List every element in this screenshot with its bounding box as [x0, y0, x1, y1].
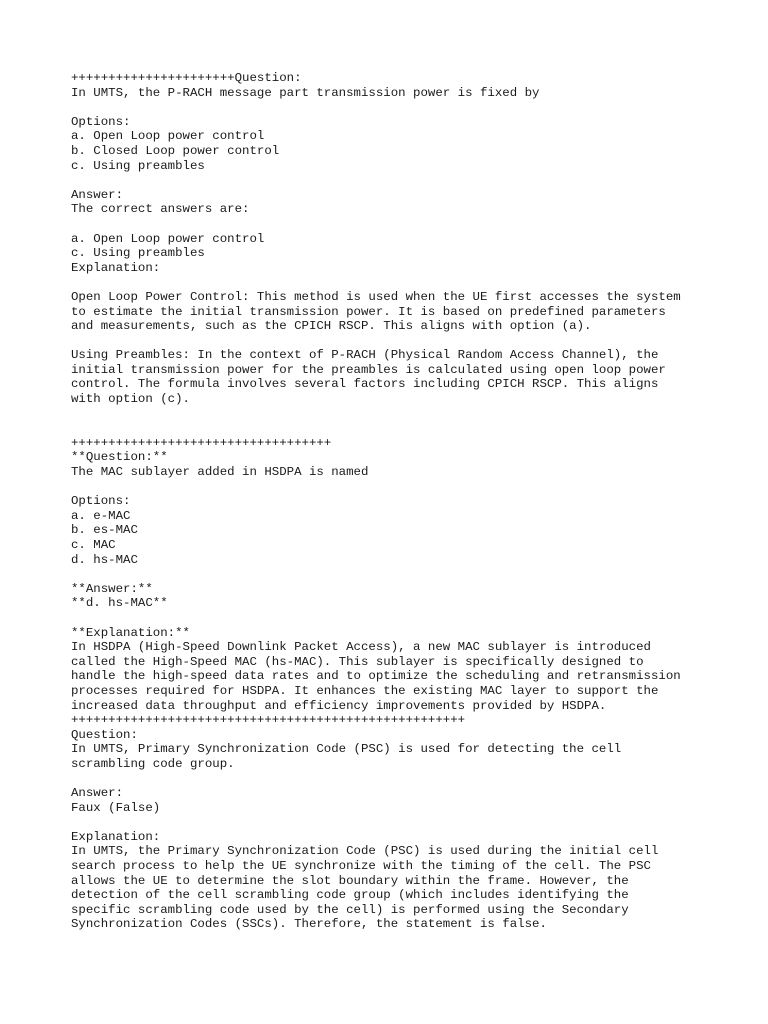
options-label: Options:	[71, 114, 131, 129]
explanation-line: with option (c).	[71, 392, 190, 407]
answer-label: Answer:	[71, 786, 124, 801]
question-block-1	[71, 71, 751, 407]
explanation-line: Open Loop Power Control: This method is used when the UE first accesses the system	[71, 289, 681, 304]
explanation-line: handle the high-speed data rates and to optimize the scheduling and retransmission	[71, 669, 681, 684]
answer-value: Faux (False)	[71, 800, 161, 815]
question-block-2	[71, 436, 751, 713]
answer-item: a. Open Loop power control	[71, 231, 265, 246]
explanation-label: Explanation:	[71, 829, 161, 844]
option-item: c. Using preambles	[71, 158, 205, 173]
question-header: ++++++++++++++++++++++Question:	[71, 71, 302, 85]
option-item: a. e-MAC	[71, 508, 131, 523]
option-item: b. es-MAC	[71, 523, 138, 538]
explanation-line: called the High-Speed MAC (hs-MAC). This sublayer is specifically designed to	[71, 654, 644, 669]
option-item: b. Closed Loop power control	[71, 143, 280, 158]
question-text: scrambling code group.	[71, 756, 235, 771]
explanation-line: In UMTS, the Primary Synchronization Code (PSC) is used during the initial cell	[71, 844, 659, 859]
explanation-line: and measurements, such as the CPICH RSCP. This aligns with option (a).	[71, 319, 592, 334]
explanation-line: search process to help the UE synchronize with the timing of the cell. The PSC	[71, 859, 651, 874]
question-text: The MAC sublayer added in HSDPA is named	[71, 465, 369, 480]
question-header: Question:	[71, 727, 138, 742]
explanation-line: control. The formula involves several factors including CPICH RSCP. This aligns	[71, 377, 659, 392]
explanation-line: initial transmission power for the preambles is calculated using open loop power	[71, 362, 666, 377]
explanation-line: Synchronization Codes (SSCs). Therefore, the statement is false.	[71, 917, 547, 932]
document-page	[71, 71, 751, 932]
explanation-line: increased data throughput and efficiency improvements provided by HSDPA.	[71, 698, 607, 713]
question-block-3	[71, 713, 751, 932]
separator-line: +++++++++++++++++++++++++++++++++++++++++++++++++++++	[71, 713, 466, 728]
explanation-line: processes required for HSDPA. It enhances the existing MAC layer to support the	[71, 683, 659, 698]
explanation-line: Using Preambles: In the context of P-RACH (Physical Random Access Channel), the	[71, 348, 659, 363]
answer-label: **Answer:**	[71, 581, 153, 596]
answer-item: c. Using preambles	[71, 246, 205, 261]
explanation-line: to estimate the initial transmission power. It is based on predefined parameters	[71, 304, 666, 319]
answer-label: Answer:	[71, 187, 124, 202]
question-text: In UMTS, the P-RACH message part transmission power is fixed by	[71, 85, 540, 100]
options-label: Options:	[71, 494, 131, 509]
explanation-label: Explanation:	[71, 260, 161, 275]
explanation-line: detection of the cell scrambling code group (which includes identifying the	[71, 888, 629, 903]
option-item: a. Open Loop power control	[71, 129, 265, 144]
explanation-line: In HSDPA (High-Speed Downlink Packet Access), a new MAC sublayer is introduced	[71, 640, 651, 655]
answer-intro: The correct answers are:	[71, 202, 250, 217]
option-item: c. MAC	[71, 538, 116, 552]
separator-line: +++++++++++++++++++++++++++++++++++	[71, 435, 332, 450]
explanation-label: **Explanation:**	[71, 625, 190, 640]
explanation-line: allows the UE to determine the slot boundary within the frame. However, the	[71, 873, 629, 888]
question-header: **Question:**	[71, 450, 168, 465]
answer-value: **d. hs-MAC**	[71, 596, 168, 611]
question-text: In UMTS, Primary Synchronization Code (PSC) is used for detecting the cell	[71, 742, 622, 757]
explanation-line: specific scrambling code used by the cell) is performed using the Secondary	[71, 902, 629, 917]
option-item: d. hs-MAC	[71, 552, 138, 567]
